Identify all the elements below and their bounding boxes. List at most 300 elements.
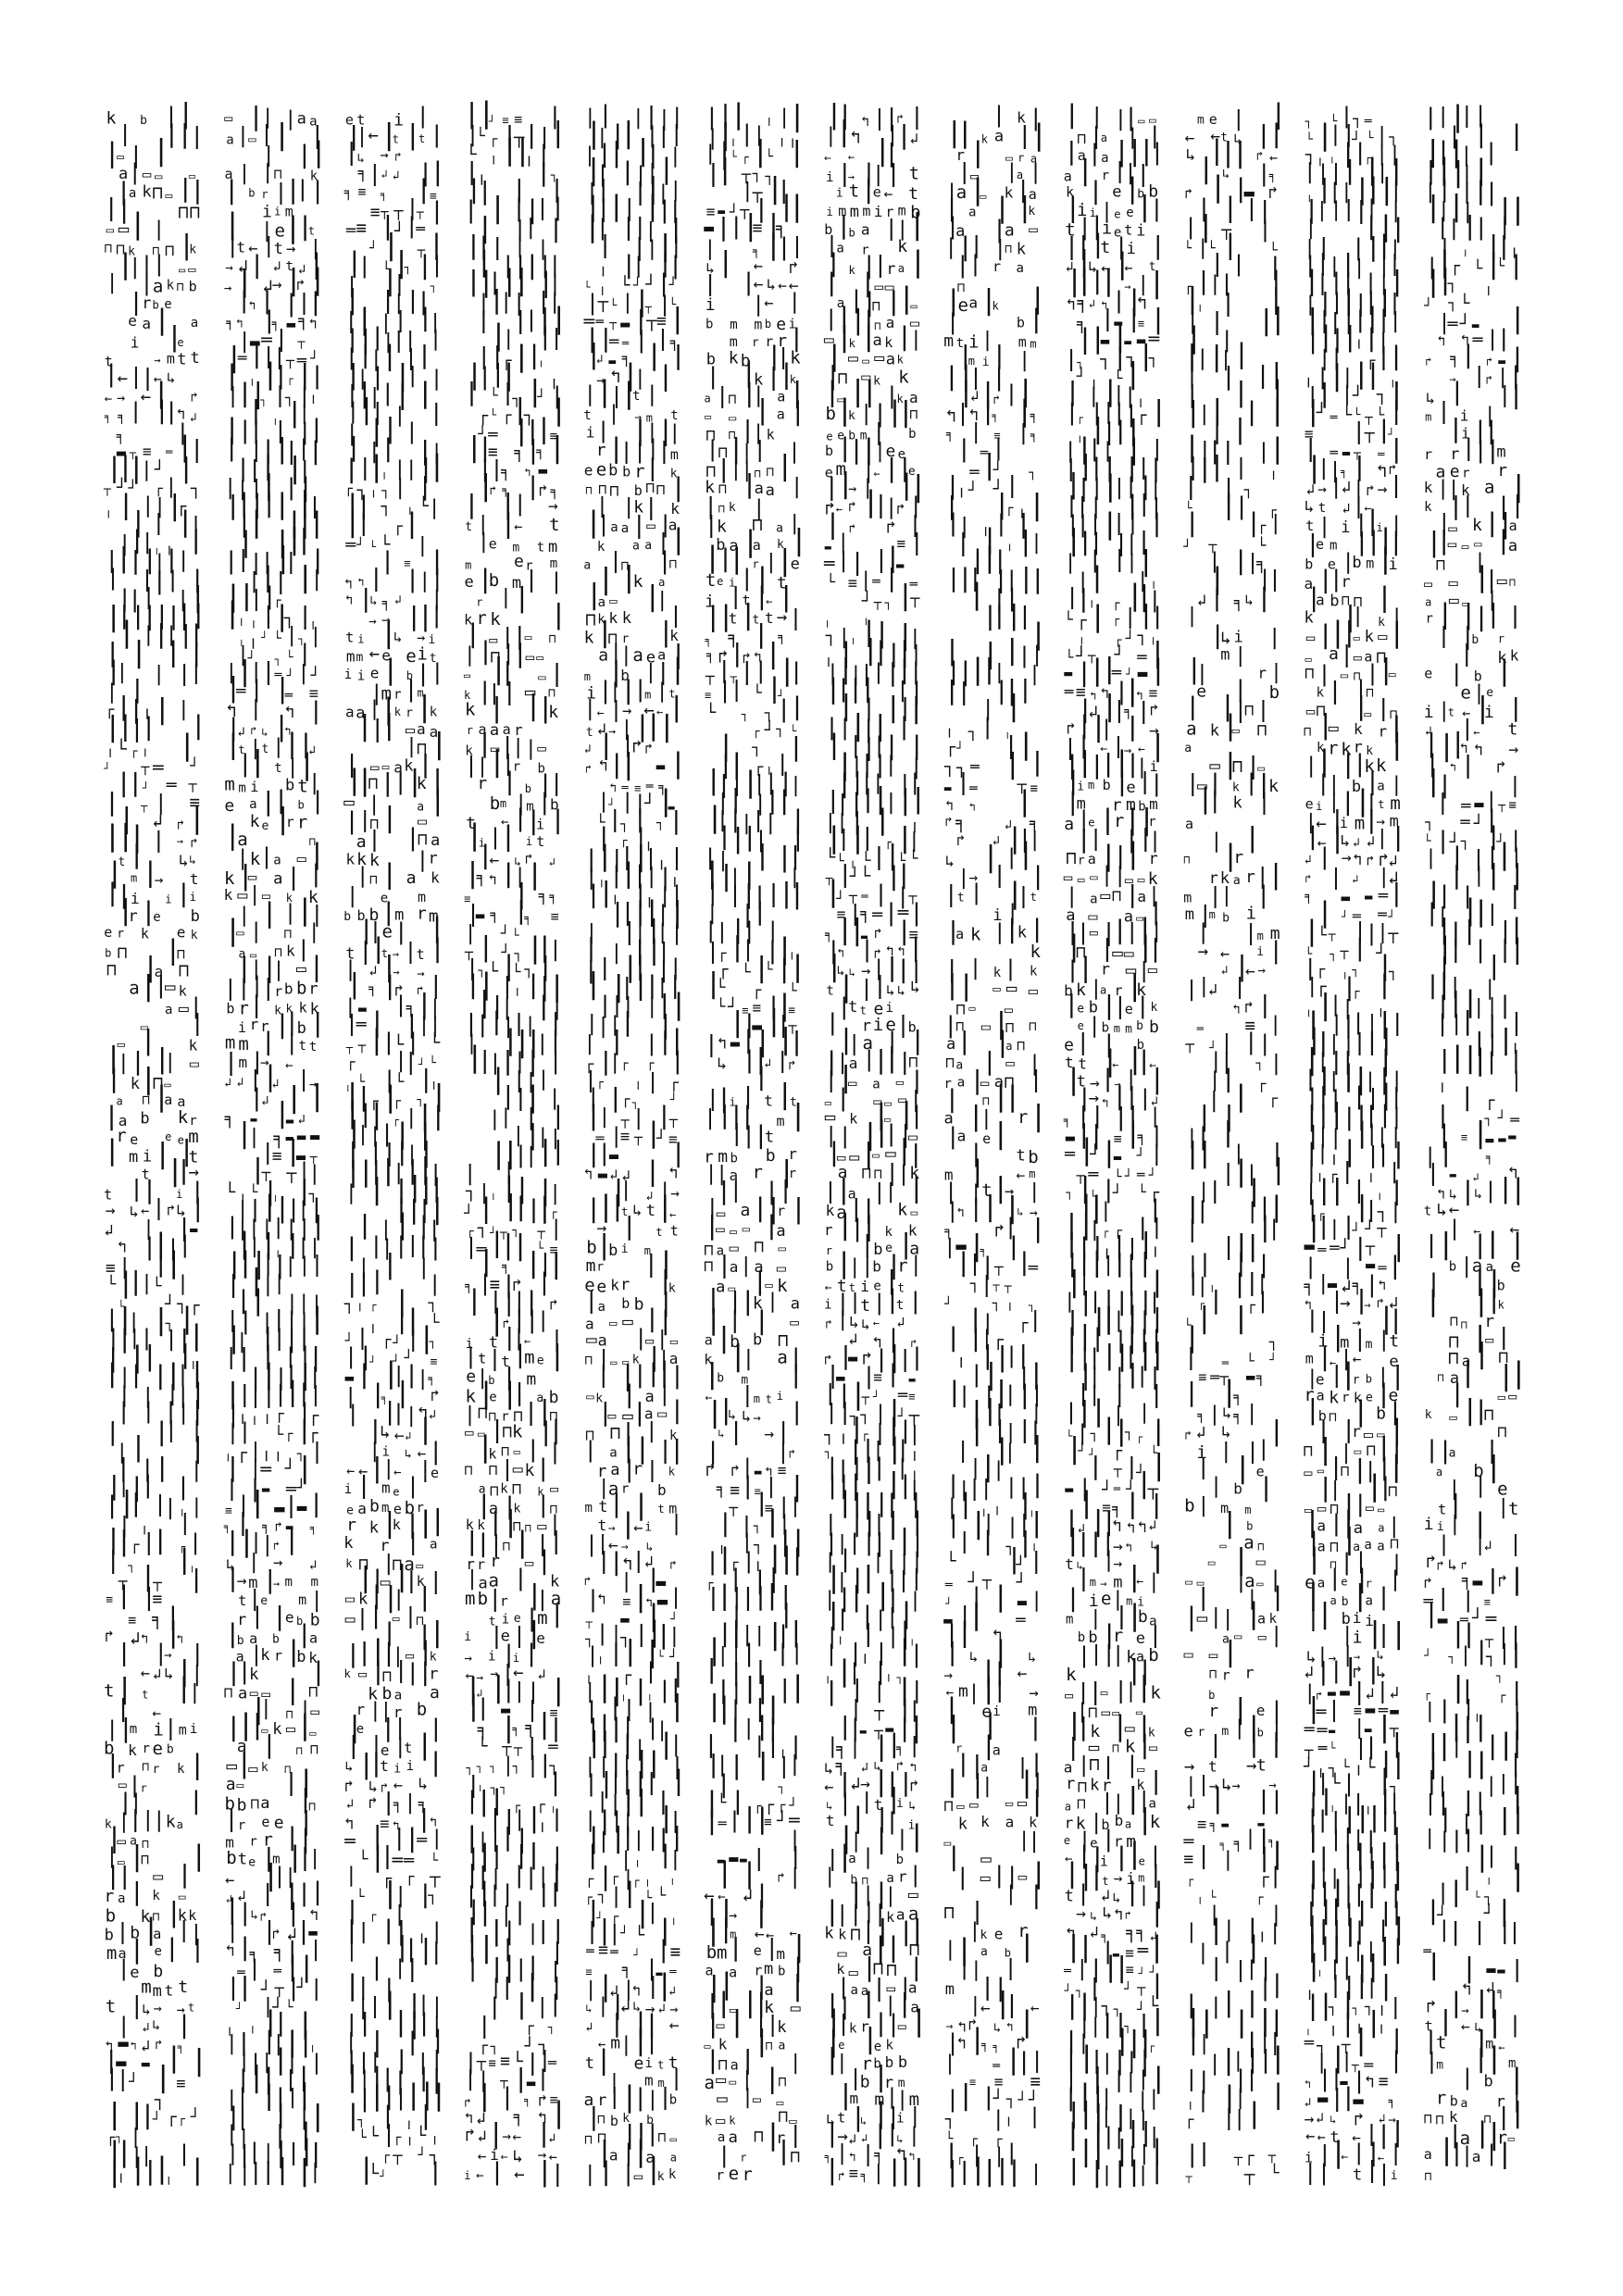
glyph-mark: |	[189, 1529, 202, 1555]
glyph-mark: |	[189, 637, 205, 668]
glyph-mark: |	[381, 1029, 395, 1055]
glyph-mark: |	[1124, 104, 1139, 131]
glyph-mark: |	[155, 1138, 171, 1170]
glyph-mark: ┐	[308, 1185, 318, 1203]
glyph-mark: ⊓	[955, 1017, 964, 1034]
glyph-mark: |	[344, 1915, 359, 1944]
glyph-mark: b	[620, 667, 630, 684]
glyph-mark: ┌	[308, 1406, 319, 1427]
glyph-mark: |	[705, 1030, 718, 1057]
glyph-mark: |	[609, 2010, 624, 2039]
glyph-mark: ▭	[1005, 1797, 1014, 1812]
glyph-mark: |	[884, 1490, 899, 1518]
glyph-mark: |	[944, 1620, 959, 1648]
glyph-mark: ┐	[381, 482, 390, 499]
glyph-mark: b	[741, 352, 751, 371]
glyph-mark: ▬	[943, 1612, 953, 1629]
glyph-mark: ┬	[633, 1129, 643, 1146]
glyph-mark: |	[874, 1607, 887, 1631]
glyph-mark: |	[622, 1380, 637, 1409]
glyph-mark: ┘	[764, 719, 775, 740]
glyph-mark: r	[153, 1763, 160, 1777]
glyph-mark: a	[791, 1295, 800, 1314]
glyph-mark: |	[741, 356, 756, 388]
glyph-mark: |	[946, 1841, 962, 1871]
glyph-mark: |	[585, 191, 601, 222]
glyph-mark: |	[106, 1524, 121, 1555]
glyph-mark: |	[393, 1560, 411, 1593]
glyph-mark: |	[285, 2049, 298, 2075]
glyph-mark: |	[620, 899, 635, 927]
glyph-mark: |	[298, 603, 313, 630]
glyph-mark: |	[1064, 99, 1080, 130]
glyph-mark: ←	[824, 152, 831, 166]
glyph-mark: b	[873, 1241, 882, 1259]
glyph-mark: |	[489, 1007, 504, 1036]
glyph-mark: ↲	[620, 1996, 630, 2016]
glyph-mark: |	[140, 252, 153, 278]
glyph-mark: ▭	[537, 1517, 547, 1536]
glyph-mark: |	[344, 2047, 359, 2075]
glyph-mark: |	[274, 673, 290, 705]
glyph-mark: |	[524, 1399, 539, 1427]
glyph-mark: ┌	[381, 1869, 393, 1889]
glyph-mark: |	[537, 237, 549, 260]
glyph-mark: |	[621, 251, 636, 280]
glyph-mark: |	[789, 1360, 804, 1389]
glyph-mark: |	[957, 1028, 972, 1056]
glyph-mark: |	[1090, 122, 1104, 149]
glyph-mark: |	[789, 950, 806, 983]
glyph-mark: ⊓	[608, 630, 618, 648]
glyph-mark: |	[886, 1360, 901, 1388]
glyph-mark: ≡	[670, 1941, 680, 1962]
glyph-mark: ╷	[838, 1424, 848, 1444]
glyph-mark: |	[406, 364, 419, 388]
glyph-mark: k	[308, 1649, 318, 1666]
glyph-mark: |	[824, 376, 840, 407]
glyph-mark: |	[704, 844, 717, 870]
glyph-mark: |	[872, 1511, 885, 1537]
glyph-mark: |	[298, 1342, 312, 1369]
glyph-mark: |	[848, 1640, 863, 1667]
glyph-mark: |	[116, 767, 131, 797]
glyph-mark: |	[297, 1235, 310, 1259]
glyph-mark: |	[1017, 643, 1030, 668]
glyph-mark: |	[501, 1661, 514, 1687]
glyph-mark: |	[776, 1048, 789, 1074]
glyph-mark: |	[621, 2080, 639, 2114]
glyph-mark: |	[225, 819, 241, 851]
glyph-mark: |	[418, 600, 433, 631]
glyph-mark: |	[705, 1438, 720, 1466]
glyph-mark: |	[249, 745, 267, 779]
glyph-mark: ▭	[550, 1480, 558, 1497]
glyph-mark: |	[884, 1884, 896, 1907]
glyph-mark: |	[227, 2141, 240, 2165]
glyph-mark: ┐	[968, 723, 978, 742]
glyph-mark: ▭	[910, 315, 920, 333]
glyph-mark: |	[1017, 1248, 1031, 1277]
glyph-mark: |	[729, 1565, 743, 1592]
glyph-mark: |	[1004, 955, 1017, 981]
glyph-mark: |	[417, 1505, 434, 1539]
glyph-mark: |	[730, 1583, 743, 1610]
glyph-mark: ←	[643, 700, 654, 720]
glyph-mark: |	[298, 1292, 310, 1316]
glyph-mark: ╷	[238, 1404, 248, 1424]
glyph-mark: |	[597, 1547, 611, 1574]
glyph-mark: |	[968, 1920, 980, 1943]
glyph-mark: |	[621, 2159, 635, 2186]
glyph-mark: |	[514, 1954, 528, 1981]
glyph-mark: |	[297, 2104, 310, 2130]
glyph-mark: |	[500, 488, 516, 519]
glyph-mark: |	[527, 858, 543, 891]
glyph-mark: |	[633, 1361, 648, 1389]
glyph-mark: |	[431, 2014, 443, 2038]
glyph-mark: |	[191, 1662, 204, 1686]
glyph-mark: |	[478, 1047, 493, 1075]
glyph-mark: |	[850, 1830, 862, 1853]
glyph-mark: k	[525, 1461, 535, 1480]
glyph-mark: r	[897, 1256, 907, 1277]
glyph-mark: |	[909, 1953, 924, 1982]
glyph-mark: |	[646, 1972, 660, 1999]
glyph-mark: |	[467, 1844, 481, 1871]
glyph-mark: t	[119, 855, 126, 869]
glyph-mark: k	[669, 627, 679, 644]
glyph-mark: r	[500, 1592, 508, 1609]
glyph-mark: a	[944, 1110, 954, 1129]
glyph-mark: |	[586, 880, 601, 909]
glyph-mark: ▭	[837, 393, 845, 407]
glyph-mark: |	[789, 1344, 804, 1372]
glyph-mark: |	[357, 1920, 370, 1944]
glyph-mark: ←	[501, 2151, 508, 2165]
glyph-mark: r	[597, 2091, 606, 2110]
glyph-mark: |	[943, 1236, 955, 1259]
glyph-mark: |	[176, 1672, 192, 1703]
glyph-mark: k	[417, 774, 427, 793]
glyph-mark: |	[993, 216, 1007, 243]
glyph-mark: ═	[585, 1944, 594, 1959]
glyph-mark: ⊓	[873, 1959, 883, 1979]
glyph-mark: |	[790, 1970, 806, 2003]
glyph-mark: |	[406, 1529, 420, 1555]
glyph-mark: |	[178, 2140, 191, 2166]
glyph-mark: ┌	[754, 1799, 762, 1814]
glyph-mark: |	[909, 1641, 924, 1668]
glyph-mark: |	[943, 2052, 955, 2075]
glyph-mark: |	[789, 1543, 805, 1576]
glyph-mark: |	[730, 1602, 744, 1629]
glyph-mark: ▬	[286, 1131, 294, 1146]
glyph-mark: |	[298, 1805, 314, 1836]
glyph-mark: |	[248, 1364, 263, 1391]
glyph-mark: |	[633, 676, 647, 703]
glyph-mark: |	[418, 453, 434, 483]
glyph-mark: |	[429, 997, 441, 1020]
glyph-mark: |	[550, 1843, 565, 1871]
glyph-mark: ┘	[500, 924, 510, 942]
glyph-mark: |	[537, 1545, 553, 1576]
glyph-mark: |	[1004, 1382, 1017, 1406]
glyph-mark: |	[116, 2137, 132, 2169]
glyph-mark: ▭	[418, 813, 428, 831]
glyph-mark: ↳	[261, 726, 268, 739]
glyph-mark: |	[827, 661, 840, 685]
glyph-mark: |	[141, 458, 153, 481]
glyph-mark: |	[872, 1551, 884, 1574]
glyph-mark: |	[262, 490, 277, 518]
glyph-mark: |	[490, 1622, 504, 1649]
glyph-mark: b	[908, 1018, 917, 1035]
glyph-mark: |	[429, 1272, 442, 1296]
glyph-mark: |	[860, 823, 875, 851]
glyph-mark: |	[598, 1766, 614, 1798]
glyph-mark: |	[345, 1641, 360, 1669]
glyph-mark: |	[622, 1455, 637, 1483]
glyph-mark: ┐	[465, 1762, 473, 1776]
glyph-mark: |	[287, 1841, 304, 1873]
glyph-mark: |	[491, 233, 505, 260]
glyph-mark: ≡	[598, 1940, 608, 1960]
glyph-mark: |	[514, 896, 529, 925]
glyph-mark: |	[250, 477, 262, 500]
glyph-mark: t	[765, 1128, 774, 1146]
glyph-mark: |	[981, 1311, 994, 1335]
glyph-mark: i	[357, 632, 364, 645]
glyph-mark: ▬	[730, 1035, 741, 1054]
glyph-mark: |	[261, 1879, 275, 1906]
glyph-mark: |	[621, 1713, 635, 1740]
glyph-mark: ╷	[778, 129, 787, 146]
glyph-mark: |	[850, 1215, 865, 1242]
glyph-mark: ↰	[622, 1554, 632, 1574]
glyph-mark: ▬	[909, 1373, 917, 1386]
glyph-mark: ▬	[1017, 1593, 1028, 1612]
glyph-mark: |	[165, 475, 177, 498]
glyph-mark: ┐	[754, 1519, 761, 1534]
glyph-mark: |	[536, 990, 552, 1020]
glyph-mark: ┐	[896, 1671, 904, 1684]
glyph-mark: └	[286, 649, 293, 665]
glyph-mark: i	[131, 890, 140, 907]
glyph-mark: |	[154, 305, 170, 337]
glyph-mark: k	[767, 427, 775, 443]
glyph-mark: ┌	[381, 2147, 391, 2164]
glyph-mark: |	[993, 567, 1008, 594]
glyph-mark: |	[790, 396, 805, 427]
glyph-mark: →	[502, 2127, 511, 2144]
glyph-mark: |	[946, 1511, 961, 1539]
glyph-mark: |	[632, 1548, 645, 1574]
glyph-mark: ⊓	[106, 961, 117, 980]
glyph-mark: |	[128, 586, 142, 613]
glyph-mark: |	[656, 325, 669, 351]
glyph-mark: |	[225, 2088, 238, 2112]
glyph-mark: |	[536, 159, 551, 188]
glyph-mark: |	[263, 1566, 278, 1595]
glyph-mark: |	[728, 783, 743, 814]
glyph-mark: |	[992, 601, 1006, 630]
glyph-mark: r	[380, 1537, 389, 1555]
glyph-mark: →	[465, 1652, 472, 1666]
glyph-mark: |	[368, 2080, 385, 2113]
glyph-mark: |	[356, 1973, 370, 2000]
glyph-mark: ↰	[872, 1334, 881, 1353]
glyph-mark: |	[106, 1717, 119, 1741]
glyph-mark: ╕	[393, 1795, 403, 1814]
glyph-mark: ╕	[896, 1741, 904, 1756]
glyph-mark: ↳	[909, 1800, 917, 1814]
glyph-mark: |	[143, 856, 158, 888]
glyph-mark: ┌	[502, 352, 513, 371]
glyph-mark: |	[356, 1995, 369, 2019]
glyph-mark: |	[779, 1598, 794, 1628]
glyph-mark: |	[513, 306, 528, 334]
glyph-mark: |	[284, 1525, 300, 1555]
glyph-mark: |	[154, 618, 169, 649]
glyph-mark: ╕	[728, 627, 739, 647]
glyph-mark: ↰	[393, 1819, 400, 1833]
glyph-mark: ⊓	[729, 429, 736, 443]
glyph-mark: |	[717, 1579, 732, 1611]
glyph-mark: t	[417, 946, 425, 963]
glyph-mark: ▭	[873, 1093, 881, 1110]
glyph-mark: |	[670, 988, 688, 1021]
glyph-mark: r	[476, 608, 486, 629]
glyph-mark: a	[705, 392, 711, 405]
glyph-mark: |	[356, 378, 372, 409]
glyph-mark: ▭	[190, 1055, 200, 1074]
glyph-mark: |	[309, 1490, 324, 1518]
glyph-mark: ⊓	[489, 1410, 496, 1425]
glyph-mark: ╷	[369, 483, 377, 498]
glyph-mark: k	[189, 243, 196, 257]
glyph-mark: |	[874, 492, 889, 519]
glyph-mark: r	[742, 2165, 752, 2185]
glyph-mark: |	[598, 877, 614, 908]
glyph-mark: ↱	[177, 817, 184, 832]
glyph-mark: ▭	[704, 2040, 710, 2053]
glyph-mark: |	[261, 1533, 274, 1557]
glyph-mark: |	[668, 691, 684, 722]
glyph-mark: |	[633, 285, 650, 318]
glyph-mark: ╕	[297, 311, 308, 331]
glyph-mark: |	[224, 1049, 239, 1077]
glyph-mark: |	[777, 1011, 791, 1038]
glyph-mark: |	[755, 1748, 772, 1781]
glyph-mark: ▬	[297, 1498, 307, 1517]
glyph-mark: k	[718, 2035, 728, 2053]
glyph-mark: |	[536, 1708, 553, 1741]
glyph-mark: ←	[225, 1871, 234, 1890]
glyph-mark: ≡	[706, 203, 716, 220]
glyph-mark: k	[873, 374, 880, 388]
glyph-mark: a	[430, 1683, 440, 1703]
glyph-mark: |	[417, 1729, 433, 1762]
glyph-mark: ═	[1015, 1612, 1026, 1630]
glyph-mark: |	[418, 1066, 433, 1094]
glyph-mark: ↲	[261, 1094, 268, 1109]
glyph-mark: ═	[621, 337, 630, 350]
glyph-mark: |	[980, 1673, 997, 1705]
glyph-mark: ┬	[345, 1041, 354, 1054]
glyph-mark: |	[955, 1864, 969, 1890]
glyph-mark: ↱	[490, 484, 497, 498]
glyph-mark: e	[514, 1612, 521, 1626]
glyph-mark: |	[106, 655, 121, 686]
glyph-mark: |	[752, 806, 765, 832]
glyph-mark: |	[143, 1217, 155, 1241]
glyph-mark: |	[358, 1749, 374, 1780]
glyph-mark: |	[343, 1096, 361, 1129]
glyph-mark: →	[417, 967, 424, 981]
glyph-mark: |	[261, 1217, 273, 1240]
glyph-mark: |	[981, 449, 998, 481]
glyph-mark: ┐	[477, 964, 485, 978]
glyph-mark: |	[884, 952, 900, 982]
glyph-mark: ↱	[825, 499, 835, 519]
glyph-mark: |	[634, 327, 648, 354]
glyph-mark: |	[549, 1512, 562, 1536]
glyph-mark: ⊓	[755, 467, 761, 480]
glyph-mark: |	[262, 1381, 276, 1408]
glyph-mark: ▭	[261, 1685, 270, 1703]
glyph-mark: |	[297, 1399, 312, 1427]
glyph-mark: |	[344, 2099, 361, 2131]
glyph-mark: |	[250, 675, 264, 702]
glyph-mark: |	[718, 2142, 730, 2168]
glyph-mark: ┬	[476, 2053, 487, 2072]
glyph-mark: ┌	[620, 1056, 629, 1071]
glyph-mark: ┘	[103, 761, 110, 775]
glyph-mark: t	[106, 1997, 116, 2017]
glyph-mark: ≡	[764, 1816, 771, 1830]
glyph-mark: ╷	[189, 1560, 195, 1573]
glyph-mark: |	[825, 713, 839, 740]
glyph-mark: ┌	[369, 1092, 380, 1111]
glyph-mark: |	[826, 1624, 839, 1650]
glyph-mark: |	[1030, 746, 1045, 777]
glyph-mark: |	[596, 215, 609, 241]
glyph-mark: |	[825, 2004, 843, 2038]
glyph-mark: ╷	[248, 373, 256, 387]
glyph-mark: |	[512, 638, 528, 668]
glyph-mark: ↲	[549, 855, 556, 868]
glyph-mark: |	[873, 2098, 890, 2130]
glyph-mark: ╷	[165, 538, 174, 556]
glyph-mark: r	[142, 294, 151, 313]
glyph-mark: |	[465, 1882, 478, 1908]
glyph-mark: k	[167, 278, 175, 293]
glyph-mark: |	[514, 582, 530, 614]
glyph-mark: |	[1150, 195, 1164, 222]
glyph-mark: a	[130, 1834, 137, 1848]
glyph-mark: |	[118, 1267, 134, 1300]
glyph-mark: |	[140, 1325, 153, 1351]
glyph-mark: a	[155, 963, 164, 980]
glyph-mark: |	[838, 715, 851, 741]
glyph-mark: m	[548, 538, 557, 556]
glyph-mark: ↲	[142, 2021, 149, 2036]
glyph-mark: |	[743, 1346, 755, 1370]
glyph-mark: |	[740, 2044, 755, 2075]
glyph-mark: ↲	[970, 387, 980, 405]
glyph-mark: |	[742, 1857, 758, 1890]
